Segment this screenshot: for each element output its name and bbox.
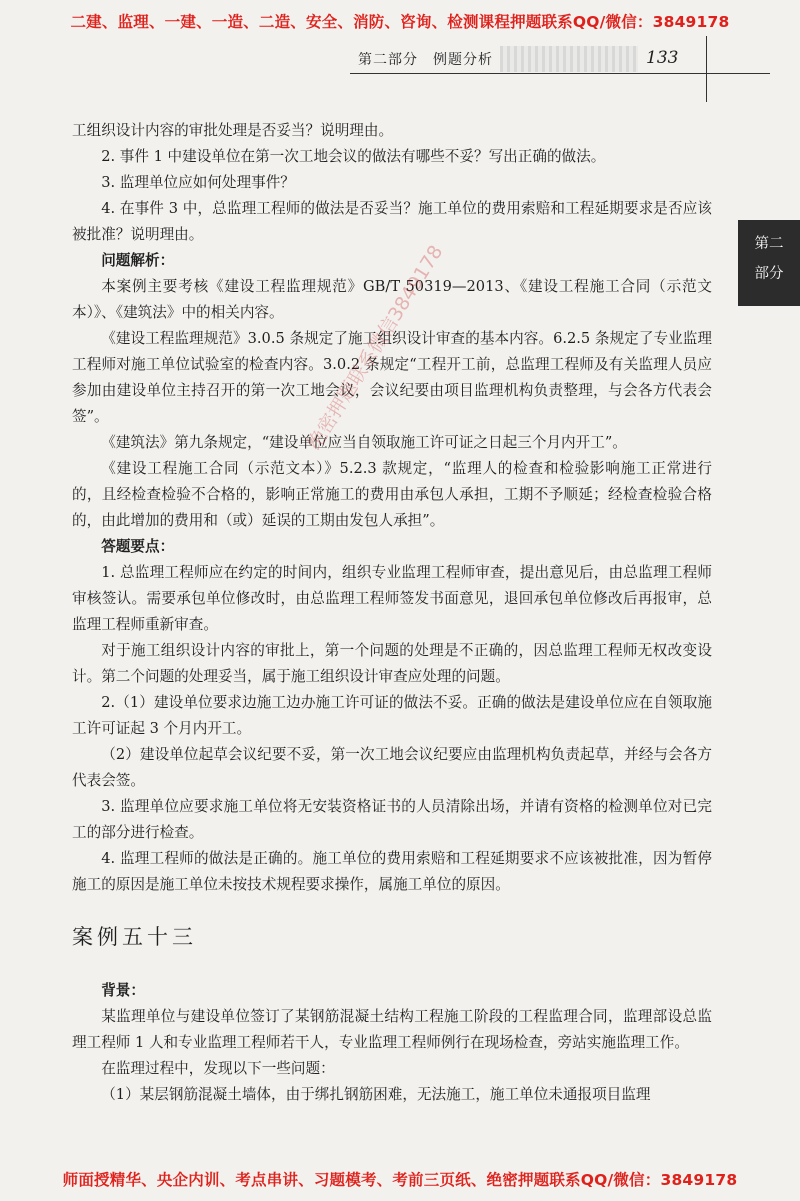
paragraph: 《建筑法》第九条规定，“建设单位应当自领取施工许可证之日起三个月内开工”。 [101,434,627,451]
section-heading: 答题要点： [101,538,175,555]
running-header [350,46,708,72]
header-decoration [500,46,638,72]
paragraph: 1. 总监理工程师应在约定的时间内，组织专业监理工程师审查，提出意见后，由总监理工程师审核签认。需要承包单位修改时，由总监理工程师签发书面意见，退回承包单位修改后再报审，总监理工程师重新审查。 [72,564,712,633]
paragraph: 某监理单位与建设单位签订了某钢筋混凝土结构工程施工阶段的工程监理合同，监理部设总监理工程师 1 人和专业监理工程师若干人，专业监理工程师例行在现场检查，旁站实施监理工作。 [72,1008,712,1051]
paragraph: 《建设工程监理规范》3.0.5 条规定了施工组织设计审查的基本内容。6.2.5 条规定了专业监理工程师对施工单位试验室的检查内容。3.0.2 条规定“工程开工前，总监理工程师及有关监理人员应参加由建设单位主持召开的第一次工地会议，会议纪要由项目监理机构负责整理，与会各方代表会签”。 [72,330,712,425]
paragraph: （2）建设单位起草会议纪要不妥，第一次工地会议纪要应由监理机构负责起草，并经与会各方代表会签。 [72,746,712,789]
part-side-tab [738,220,800,306]
paragraph: 2. 事件 1 中建设单位在第一次工地会议的做法有哪些不妥？写出正确的做法。 [101,148,606,165]
paragraph: 3. 监理单位应要求施工单位将无安装资格证书的人员清除出场，并请有资格的检测单位对已完工的部分进行检查。 [72,798,712,841]
paragraph: 在监理过程中，发现以下一些问题： [101,1060,335,1077]
header-rule [350,73,770,74]
side-tab-line-1: 第二 [754,236,784,252]
page-body [72,118,712,1108]
bottom-banner: 师面授精华、央企内训、考点串讲、习题模考、考前三页纸、绝密押题联系QQ/微信：3849178 [62,1171,738,1189]
paragraph: 工组织设计内容的审批处理是否妥当？说明理由。 [72,122,394,139]
watermark-text: 绝密押题联系微信3849178 [303,241,448,454]
section-heading: 问题解析： [101,252,175,269]
section-title: 第二部分 例题分析 [358,52,493,68]
paragraph: 本案例主要考核《建设工程监理规范》GB/T 50319—2013、《建设工程施工合同（示范文本）》、《建筑法》中的相关内容。 [72,278,712,321]
header-vertical-rule [706,36,707,102]
side-tab-line-2: 部分 [754,266,784,282]
page-number: 133 [646,48,679,68]
paragraph: （1）某层钢筋混凝土墙体，由于绑扎钢筋困难，无法施工，施工单位未通报项目监理 [101,1086,651,1103]
case-title: 案例五十三 [72,925,197,949]
paragraph: 《建设工程施工合同（示范文本）》5.2.3 款规定，“监理人的检查和检验影响施工正常进行的，且经检查检验不合格的，影响正常施工的费用由承包人承担，工期不予顺延；经检查检验合格的，由此增加的费用和（或）延误的工期由发包人承担”。 [72,460,712,529]
paragraph: 4. 在事件 3 中，总监理工程师的做法是否妥当？施工单位的费用索赔和工程延期要求是否应该被批准？说明理由。 [72,200,712,243]
paragraph: 3. 监理单位应如何处理事件？ [101,174,295,191]
section-heading: 背景： [101,982,145,999]
paragraph: 2.（1）建设单位要求边施工边办施工许可证的做法不妥。正确的做法是建设单位应在自领取施工许可证起 3 个月内开工。 [72,694,712,737]
top-banner: 二建、监理、一建、一造、二造、安全、消防、咨询、检测课程押题联系QQ/微信：3849178 [70,13,730,31]
paragraph: 对于施工组织设计内容的审批上，第一个问题的处理是不正确的，因总监理工程师无权改变设计。第二个问题的处理妥当，属于施工组织设计审查应处理的问题。 [72,642,712,685]
paragraph: 4. 监理工程师的做法是正确的。施工单位的费用索赔和工程延期要求不应该被批准，因为暂停施工的原因是施工单位未按技术规程要求操作，属施工单位的原因。 [72,850,712,893]
